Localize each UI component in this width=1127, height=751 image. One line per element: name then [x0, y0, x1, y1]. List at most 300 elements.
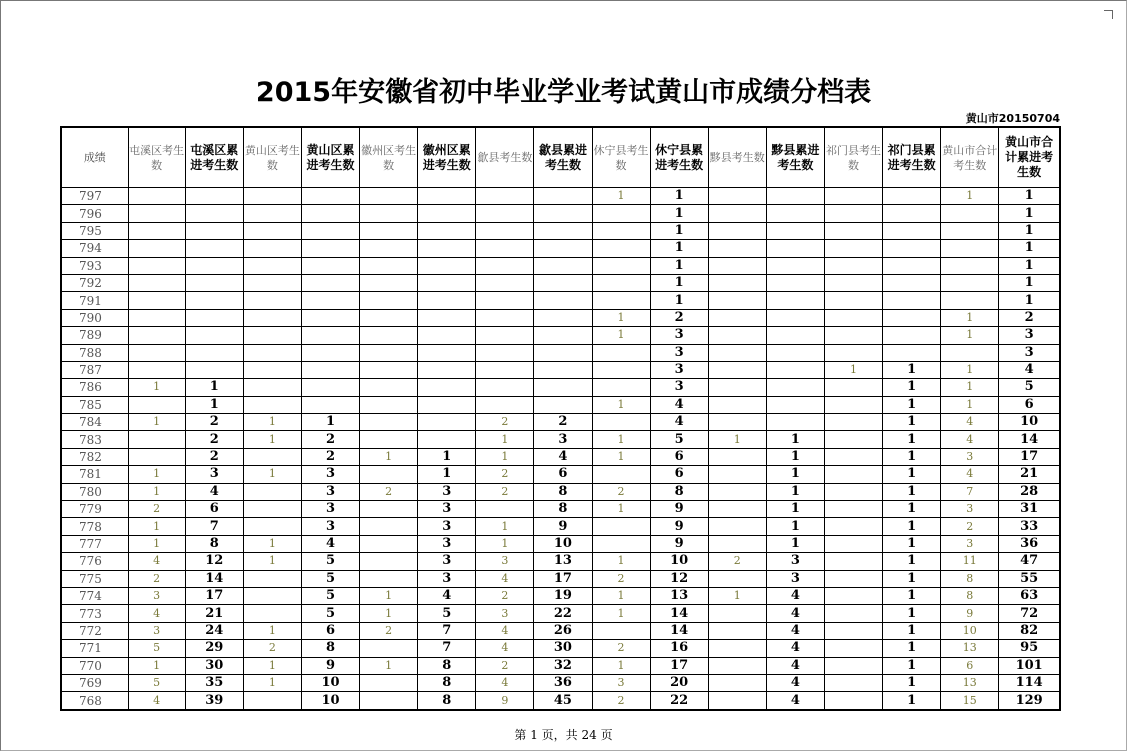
- table-cell: 9: [650, 518, 708, 535]
- table-cell: 1: [592, 587, 650, 604]
- table-cell: 1: [941, 396, 999, 413]
- table-cell: [476, 309, 534, 326]
- table-cell: 3: [128, 622, 185, 639]
- table-cell: [534, 361, 592, 378]
- table-cell: [301, 309, 359, 326]
- table-cell: 2: [592, 692, 650, 710]
- table-cell: 2: [534, 414, 592, 431]
- table-cell: 15: [941, 692, 999, 710]
- table-cell: 47: [999, 553, 1060, 570]
- table-cell: [592, 379, 650, 396]
- table-cell: [360, 257, 418, 274]
- page-footer: 第 1 页，共 24 页: [514, 728, 613, 742]
- table-cell: [360, 535, 418, 552]
- column-header-16: 黄山市合计累进考生数: [999, 127, 1060, 188]
- score-cell: 778: [61, 518, 128, 535]
- table-cell: 1: [592, 605, 650, 622]
- table-row: [61, 205, 1060, 222]
- table-cell: [766, 205, 824, 222]
- table-cell: [418, 257, 476, 274]
- table-cell: 1: [941, 361, 999, 378]
- table-cell: [301, 205, 359, 222]
- table-cell: [883, 205, 941, 222]
- table-cell: [243, 570, 301, 587]
- table-cell: 4: [941, 431, 999, 448]
- score-cell: 782: [61, 448, 128, 465]
- table-cell: 8: [418, 674, 476, 691]
- table-cell: [243, 587, 301, 604]
- table-cell: 3: [941, 501, 999, 518]
- table-cell: 1: [592, 396, 650, 413]
- table-cell: [708, 205, 766, 222]
- table-cell: 4: [766, 657, 824, 674]
- table-cell: [708, 622, 766, 639]
- table-cell: 1: [766, 483, 824, 500]
- table-cell: 4: [650, 396, 708, 413]
- table-cell: 6: [941, 657, 999, 674]
- table-cell: [243, 327, 301, 344]
- score-cell: 780: [61, 483, 128, 500]
- table-cell: 3: [592, 674, 650, 691]
- table-cell: 55: [999, 570, 1060, 587]
- table-cell: [592, 466, 650, 483]
- table-cell: 1: [592, 501, 650, 518]
- column-header-7: 歙县考生数: [476, 127, 534, 188]
- table-cell: [883, 292, 941, 309]
- table-cell: 1: [999, 274, 1060, 291]
- table-cell: 5: [301, 570, 359, 587]
- table-cell: 4: [941, 414, 999, 431]
- table-cell: 82: [999, 622, 1060, 639]
- table-cell: [476, 205, 534, 222]
- column-header-2: 屯溪区累进考生数: [185, 127, 243, 188]
- table-cell: 5: [128, 640, 185, 657]
- table-cell: 22: [650, 692, 708, 710]
- table-cell: [301, 379, 359, 396]
- table-cell: 2: [999, 309, 1060, 326]
- table-cell: 10: [941, 622, 999, 639]
- table-cell: 11: [941, 553, 999, 570]
- table-cell: 5: [999, 379, 1060, 396]
- table-cell: 1: [592, 188, 650, 205]
- table-cell: [360, 518, 418, 535]
- table-cell: [708, 518, 766, 535]
- table-row: [61, 570, 1060, 587]
- table-cell: [185, 274, 243, 291]
- table-cell: 1: [128, 657, 185, 674]
- table-cell: 5: [301, 587, 359, 604]
- score-cell: 774: [61, 587, 128, 604]
- table-cell: [883, 274, 941, 291]
- table-cell: 12: [650, 570, 708, 587]
- table-cell: [360, 396, 418, 413]
- table-cell: [766, 379, 824, 396]
- table-cell: 22: [534, 605, 592, 622]
- table-cell: [243, 448, 301, 465]
- table-cell: [534, 222, 592, 239]
- table-cell: [708, 344, 766, 361]
- table-cell: [360, 205, 418, 222]
- table-cell: [128, 431, 185, 448]
- table-cell: [941, 222, 999, 239]
- table-cell: 1: [243, 535, 301, 552]
- table-cell: 3: [650, 327, 708, 344]
- table-cell: [708, 222, 766, 239]
- table-cell: 9: [476, 692, 534, 710]
- table-cell: 8: [534, 501, 592, 518]
- column-header-10: 休宁县累进考生数: [650, 127, 708, 188]
- table-cell: 2: [476, 483, 534, 500]
- table-cell: [708, 257, 766, 274]
- table-cell: 1: [999, 205, 1060, 222]
- table-cell: [360, 292, 418, 309]
- table-cell: 4: [534, 448, 592, 465]
- table-row: [61, 483, 1060, 500]
- table-cell: [708, 361, 766, 378]
- table-cell: 3: [418, 570, 476, 587]
- table-cell: [360, 188, 418, 205]
- table-cell: 1: [243, 657, 301, 674]
- table-cell: [128, 448, 185, 465]
- table-cell: 1: [128, 535, 185, 552]
- table-cell: 33: [999, 518, 1060, 535]
- table-cell: [360, 640, 418, 657]
- table-cell: [708, 657, 766, 674]
- table-cell: 4: [476, 674, 534, 691]
- table-cell: 8: [941, 570, 999, 587]
- table-cell: [418, 292, 476, 309]
- score-cell: 772: [61, 622, 128, 639]
- table-cell: 10: [650, 553, 708, 570]
- table-cell: 1: [883, 414, 941, 431]
- table-cell: [360, 570, 418, 587]
- table-cell: 1: [708, 587, 766, 604]
- table-cell: [592, 622, 650, 639]
- corner-mark: [1104, 10, 1113, 19]
- table-cell: [243, 257, 301, 274]
- table-cell: [128, 257, 185, 274]
- table-cell: [592, 222, 650, 239]
- score-cell: 793: [61, 257, 128, 274]
- table-cell: [941, 205, 999, 222]
- table-cell: [418, 344, 476, 361]
- table-cell: 2: [476, 414, 534, 431]
- table-cell: [360, 327, 418, 344]
- table-cell: [708, 605, 766, 622]
- table-cell: 4: [650, 414, 708, 431]
- table-cell: [243, 605, 301, 622]
- score-cell: 787: [61, 361, 128, 378]
- table-cell: 9: [534, 518, 592, 535]
- table-cell: 2: [476, 587, 534, 604]
- table-cell: [243, 361, 301, 378]
- table-cell: [941, 292, 999, 309]
- table-cell: [185, 205, 243, 222]
- score-cell: 794: [61, 240, 128, 257]
- table-cell: 5: [301, 605, 359, 622]
- table-cell: 4: [301, 535, 359, 552]
- table-cell: [128, 361, 185, 378]
- table-cell: 12: [185, 553, 243, 570]
- table-cell: 1: [476, 535, 534, 552]
- table-cell: [708, 327, 766, 344]
- table-cell: 3: [301, 483, 359, 500]
- table-cell: [360, 414, 418, 431]
- table-cell: 2: [301, 431, 359, 448]
- table-cell: [360, 466, 418, 483]
- table-cell: [883, 188, 941, 205]
- table-cell: 14: [185, 570, 243, 587]
- table-cell: [766, 361, 824, 378]
- table-cell: [476, 222, 534, 239]
- table-cell: [418, 274, 476, 291]
- table-cell: 1: [418, 448, 476, 465]
- table-cell: 3: [476, 553, 534, 570]
- table-cell: [824, 396, 882, 413]
- table-cell: [883, 222, 941, 239]
- table-cell: [185, 309, 243, 326]
- table-cell: 63: [999, 587, 1060, 604]
- table-cell: [185, 222, 243, 239]
- table-cell: [592, 240, 650, 257]
- table-cell: [301, 188, 359, 205]
- table-cell: 6: [534, 466, 592, 483]
- table-cell: 26: [534, 622, 592, 639]
- table-cell: [243, 188, 301, 205]
- table-cell: [243, 501, 301, 518]
- score-cell: 769: [61, 674, 128, 691]
- table-cell: 6: [650, 448, 708, 465]
- table-cell: 2: [185, 431, 243, 448]
- table-cell: 8: [418, 692, 476, 710]
- table-cell: 1: [883, 587, 941, 604]
- table-cell: 17: [650, 657, 708, 674]
- table-cell: [708, 466, 766, 483]
- table-cell: 1: [301, 414, 359, 431]
- table-cell: 1: [360, 657, 418, 674]
- table-cell: 7: [418, 622, 476, 639]
- column-header-11: 黟县考生数: [708, 127, 766, 188]
- table-cell: 3: [534, 431, 592, 448]
- table-cell: 2: [476, 657, 534, 674]
- table-cell: 1: [360, 605, 418, 622]
- table-cell: [301, 396, 359, 413]
- table-cell: [824, 431, 882, 448]
- table-cell: 1: [128, 483, 185, 500]
- table-row: [61, 274, 1060, 291]
- table-cell: 1: [243, 553, 301, 570]
- table-cell: 129: [999, 692, 1060, 710]
- table-cell: [243, 274, 301, 291]
- table-cell: [883, 257, 941, 274]
- table-cell: 31: [999, 501, 1060, 518]
- table-cell: [534, 274, 592, 291]
- score-cell: 790: [61, 309, 128, 326]
- score-cell: 797: [61, 188, 128, 205]
- table-cell: [418, 188, 476, 205]
- table-cell: 1: [650, 222, 708, 239]
- table-cell: [708, 274, 766, 291]
- table-cell: 7: [941, 483, 999, 500]
- table-cell: 4: [941, 466, 999, 483]
- table-cell: [301, 257, 359, 274]
- table-cell: 1: [360, 587, 418, 604]
- table-cell: 1: [883, 361, 941, 378]
- column-header-1: 屯溪区考生数: [128, 127, 185, 188]
- table-cell: [534, 327, 592, 344]
- table-cell: [476, 257, 534, 274]
- table-cell: [476, 188, 534, 205]
- table-cell: 30: [534, 640, 592, 657]
- table-cell: 3: [650, 344, 708, 361]
- table-cell: 1: [883, 535, 941, 552]
- table-cell: [534, 344, 592, 361]
- table-row: [61, 188, 1060, 205]
- table-cell: [301, 222, 359, 239]
- table-cell: 3: [418, 535, 476, 552]
- table-cell: 13: [941, 674, 999, 691]
- table-cell: 1: [650, 257, 708, 274]
- table-cell: [418, 222, 476, 239]
- table-cell: [185, 240, 243, 257]
- table-cell: [418, 240, 476, 257]
- table-cell: 4: [766, 640, 824, 657]
- table-cell: [824, 344, 882, 361]
- table-row: [61, 448, 1060, 465]
- table-cell: [418, 327, 476, 344]
- table-cell: 3: [418, 553, 476, 570]
- table-row: [61, 605, 1060, 622]
- table-cell: 1: [128, 518, 185, 535]
- table-cell: 3: [650, 379, 708, 396]
- table-cell: [708, 188, 766, 205]
- table-cell: 28: [999, 483, 1060, 500]
- column-header-15: 黄山市合计考生数: [941, 127, 999, 188]
- table-cell: [824, 640, 882, 657]
- table-cell: 2: [592, 483, 650, 500]
- table-row: [61, 622, 1060, 639]
- score-cell: 783: [61, 431, 128, 448]
- table-cell: [708, 240, 766, 257]
- table-row: [61, 674, 1060, 691]
- score-cell: 775: [61, 570, 128, 587]
- table-cell: 1: [766, 466, 824, 483]
- table-cell: 3: [476, 605, 534, 622]
- table-cell: [534, 379, 592, 396]
- table-cell: 3: [418, 501, 476, 518]
- table-cell: [534, 205, 592, 222]
- table-cell: [243, 344, 301, 361]
- column-header-8: 歙县累进考生数: [534, 127, 592, 188]
- table-cell: 6: [650, 466, 708, 483]
- table-cell: 1: [766, 448, 824, 465]
- table-cell: 21: [185, 605, 243, 622]
- table-cell: 1: [185, 396, 243, 413]
- table-cell: 1: [650, 240, 708, 257]
- table-cell: [185, 257, 243, 274]
- table-cell: [301, 327, 359, 344]
- table-cell: [766, 222, 824, 239]
- table-row: [61, 344, 1060, 361]
- column-header-14: 祁门县累进考生数: [883, 127, 941, 188]
- table-row: [61, 361, 1060, 378]
- table-cell: 1: [883, 379, 941, 396]
- table-cell: 2: [592, 570, 650, 587]
- table-cell: 6: [301, 622, 359, 639]
- table-cell: [824, 605, 882, 622]
- table-cell: [766, 274, 824, 291]
- table-cell: [824, 240, 882, 257]
- table-row: [61, 535, 1060, 552]
- table-cell: [824, 188, 882, 205]
- table-cell: 1: [476, 518, 534, 535]
- table-cell: 13: [534, 553, 592, 570]
- table-cell: [708, 535, 766, 552]
- table-cell: 2: [650, 309, 708, 326]
- table-cell: [360, 309, 418, 326]
- table-cell: 1: [243, 414, 301, 431]
- table-cell: [824, 274, 882, 291]
- table-cell: [185, 361, 243, 378]
- table-cell: 6: [185, 501, 243, 518]
- table-cell: [128, 309, 185, 326]
- table-cell: [824, 222, 882, 239]
- issuer-label: 黄山市20150704: [965, 112, 1060, 125]
- table-cell: 3: [301, 518, 359, 535]
- table-cell: 1: [883, 518, 941, 535]
- table-cell: 9: [301, 657, 359, 674]
- table-cell: [941, 274, 999, 291]
- table-cell: 2: [360, 483, 418, 500]
- table-cell: [476, 240, 534, 257]
- table-row: [61, 379, 1060, 396]
- table-cell: 4: [766, 692, 824, 710]
- table-cell: [360, 274, 418, 291]
- table-cell: 2: [476, 466, 534, 483]
- table-cell: 95: [999, 640, 1060, 657]
- table-cell: [418, 414, 476, 431]
- table-cell: [941, 257, 999, 274]
- table-cell: [592, 205, 650, 222]
- table-cell: 8: [941, 587, 999, 604]
- table-cell: [534, 309, 592, 326]
- table-cell: 4: [418, 587, 476, 604]
- table-cell: 13: [650, 587, 708, 604]
- table-cell: [360, 344, 418, 361]
- table-cell: 1: [999, 188, 1060, 205]
- table-cell: [708, 674, 766, 691]
- table-cell: [824, 692, 882, 710]
- score-distribution-table: [60, 126, 1061, 711]
- table-cell: 3: [941, 448, 999, 465]
- table-cell: 3: [301, 466, 359, 483]
- table-cell: [534, 292, 592, 309]
- column-header-12: 黟县累进考生数: [766, 127, 824, 188]
- table-cell: 1: [883, 466, 941, 483]
- score-cell: 785: [61, 396, 128, 413]
- table-cell: 20: [650, 674, 708, 691]
- table-cell: [824, 448, 882, 465]
- table-cell: 1: [243, 674, 301, 691]
- score-cell: 776: [61, 553, 128, 570]
- table-cell: 1: [883, 605, 941, 622]
- column-header-0: 成绩: [61, 127, 128, 188]
- table-cell: [128, 188, 185, 205]
- table-cell: 1: [883, 553, 941, 570]
- column-header-9: 休宁县考生数: [592, 127, 650, 188]
- table-cell: 1: [883, 501, 941, 518]
- table-cell: [243, 518, 301, 535]
